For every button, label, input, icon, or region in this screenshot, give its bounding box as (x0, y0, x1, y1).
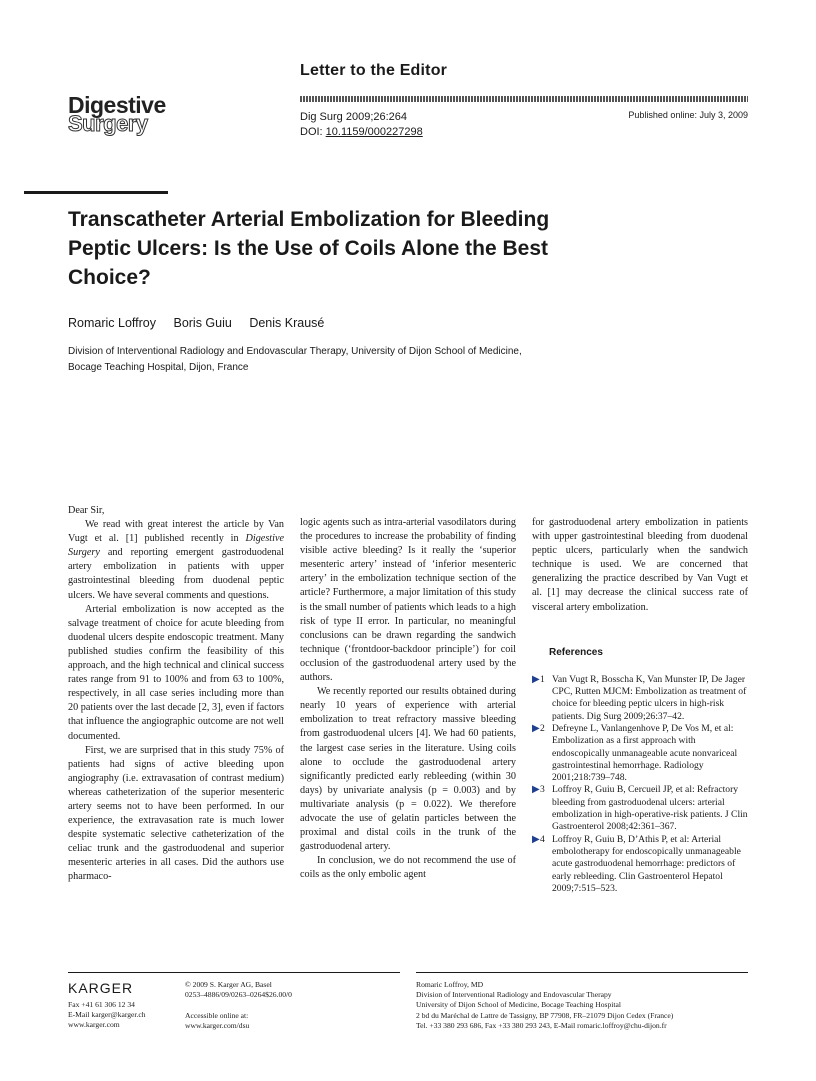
citation: Dig Surg 2009;26:264 (300, 111, 408, 123)
logo-line1: Digestive (68, 92, 166, 118)
doi-link[interactable]: 10.1159/000227298 (325, 126, 423, 138)
doi-prefix: DOI: (300, 126, 326, 138)
references-heading: References (549, 646, 603, 658)
body-column-1 (68, 504, 284, 885)
correspondence-line: 2 bd du Maréchal de Lattre de Tassigny, BP 77908, FR–21079 Dijon Cedex (France) (416, 1010, 674, 1020)
reference-number: 1 (540, 673, 545, 685)
reference-link-icon[interactable]: ▶ (532, 722, 540, 734)
access-label: Accessible online at: (185, 1011, 249, 1020)
paragraph-continued: logic agents such as intra-arterial vasodilators during the procedures to increase the probability of finding visible active bleeding? Is it really the ‘superior mesenteric artery’ instead of ‘inferior mesenteric artery’ in the embolization technique section of the article? Furthermore, a major limitation of this study is the small number of patients which leads to a high risk of type II error. In particular, no meaningful conclusions can be drawn regarding the sandwich technique (‘frontdoor-backdoor principle’) for coil occlusion of the gastroduodenal artery used by the authors. (300, 517, 516, 684)
footer-rule (416, 972, 748, 973)
copyright-block (185, 980, 292, 1000)
header-rule (300, 96, 748, 102)
reference-number: 3 (540, 784, 545, 796)
correspondence-name: Romaric Loffroy, MD (416, 980, 484, 989)
author-list (68, 316, 338, 330)
citation-block (300, 110, 423, 140)
paragraph-text: and reporting emergent gastroduodenal artery embolization in patients with upper gastrointestinal bleeding from duodenal peptic ulcers. We have several comments and questions. (68, 547, 284, 601)
title-rule (24, 191, 168, 194)
publisher-website[interactable]: www.karger.com (68, 1020, 120, 1030)
correspondence-block (416, 980, 673, 1031)
correspondence-line: Division of Interventional Radiology and Endovascular Therapy (416, 990, 612, 1000)
article-title: Transcatheter Arterial Embolization for Bleeding Peptic Ulcers: Is the Use of Coils Alone the Best Choice? (68, 208, 550, 289)
reference-link-icon[interactable]: ▶ (532, 784, 540, 796)
paragraph: We recently reported our results obtained during nearly 10 years of experience with arterial embolization to treat refractory massive bleeding from gastroduodenal ulcers [4]. We had 60 patients, the largest case series in the literature. Using coils alone to occlude the gastroduodenal artery significantly predicted early rebleeding (within 30 days) by univariate analysis (p = 0.003) and by multivariate analysis (p = 0.022). We therefore advocate the use of gelatin particles between the proximal and distal coils in the trunk of the gastroduodenal artery. (300, 686, 516, 853)
correspondence-line: University of Dijon School of Medicine, Bocage Teaching Hospital (416, 1000, 621, 1010)
access-url[interactable]: www.karger.com/dsu (185, 1021, 250, 1031)
reference-number: 2 (540, 722, 545, 734)
paragraph (68, 518, 284, 603)
access-block (185, 1011, 249, 1031)
doi-line (300, 125, 423, 140)
body-column-2 (300, 516, 516, 882)
reference-item[interactable] (532, 723, 748, 784)
paragraph: First, we are surprised that in this study 75% of patients had signs of active bleeding upon angiography (i.e. extravasation of contrast medium) whereas catheterization of the superior mesenteric artery seems not to have been performed. In our experience, the extravasation rate is much lower despite systematic selective catheterization of the celiac trunk and the gastroduodenal and superior mesenteric arteries in all cases. Did the authors use pharmaco- (68, 744, 284, 883)
author-name: Denis Krausé (249, 316, 325, 330)
author-name: Romaric Loffroy (68, 316, 156, 330)
body-column-3 (532, 516, 748, 895)
logo-line2: Surgery (68, 111, 148, 136)
publisher-email[interactable]: E-Mail karger@karger.ch (68, 1010, 146, 1020)
reference-link-icon[interactable]: ▶ (532, 833, 540, 845)
author-name: Boris Guiu (173, 316, 232, 330)
reference-item[interactable] (532, 674, 748, 723)
correspondence-line: Tel. +33 380 293 686, Fax +33 380 293 243, E-Mail romaric.loffroy@chu-dijon.fr (416, 1020, 667, 1030)
paragraph-text: We read with great interest the article by Van Vugt et al. [1] published recently in (68, 519, 284, 545)
affiliation-line: Division of Interventional Radiology and Endovascular Therapy, University of Dijon School of Medicine, (68, 346, 522, 357)
reference-item[interactable] (532, 784, 748, 833)
salutation: Dear Sir, (68, 505, 105, 516)
journal-name: Digestive Surgery (68, 533, 284, 559)
reference-text: Loffroy R, Guiu B, D’Athis P, et al: Arterial embolotherapy for endoscopically unmanageable acute gastroduodenal hemorrhage: predictors of early rebleeding. Clin Gastroenterol Hepatol 2009;7:515–523. (552, 833, 741, 894)
paragraph: Arterial embolization is now accepted as the salvage treatment of choice for acute bleeding from duodenal ulcers despite endoscopic treatment. Many published studies confirm the feasibility of this approach, and the high technical and clinical success rates range from 91 to 100% and from 63 to 100%, respectively, in all case series including more than 20 patients over the last decade [2, 3], even if factors that influence the angiographic outcome are not well documented. (68, 603, 284, 742)
affiliation-line: Bocage Teaching Hospital, Dijon, France (68, 362, 249, 373)
section-label: Letter to the Editor (300, 62, 448, 79)
published-date: Published online: July 3, 2009 (628, 110, 748, 120)
copyright: © 2009 S. Karger AG, Basel (185, 980, 272, 989)
reference-text: Van Vugt R, Bosscha K, Van Munster IP, De Jager CPC, Rutten MJCM: Embolization as treatment of choice for bleeding peptic ulcers in high-risk patients. Dig Surg 2009;26:37–42. (552, 673, 747, 722)
paragraph-continued: for gastroduodenal artery embolization in patients with upper gastrointestinal bleeding from duodenal peptic ulcers, particularly when the sandwich technique is used. We are concerned that generalizing the practice described by Van Vugt et al. [1] may decrease the clinical success rate of visceral artery embolization. (532, 517, 748, 613)
reference-number: 4 (540, 833, 545, 845)
publisher-logo: KARGER (68, 980, 134, 996)
reference-item[interactable] (532, 834, 748, 895)
issn: 0253–4886/09/0263–0264$26.00/0 (185, 990, 292, 1000)
publisher-fax: Fax +41 61 306 12 34 (68, 1000, 135, 1009)
paragraph: In conclusion, we do not recommend the use of coils as the only embolic agent (300, 855, 516, 881)
reference-text: Defreyne L, Vanlangenhove P, De Vos M, et al: Embolization as a first approach with endoscopically unmanageable acute nonvariceal gastrointestinal hemorrhage. Radiology 2001;218:739–748. (552, 722, 738, 784)
journal-logo (68, 92, 188, 148)
publisher-contact (68, 1000, 146, 1031)
reference-link-icon[interactable]: ▶ (532, 673, 540, 685)
affiliation (68, 344, 608, 376)
reference-text: Loffroy R, Guiu B, Cercueil JP, et al: Refractory bleeding from gastroduodenal ulcers: arterial embolization in high-operative-risk patients. J Clin Gastroenterol 2008;42:361–367. (552, 784, 748, 833)
footer-rule (68, 972, 400, 973)
